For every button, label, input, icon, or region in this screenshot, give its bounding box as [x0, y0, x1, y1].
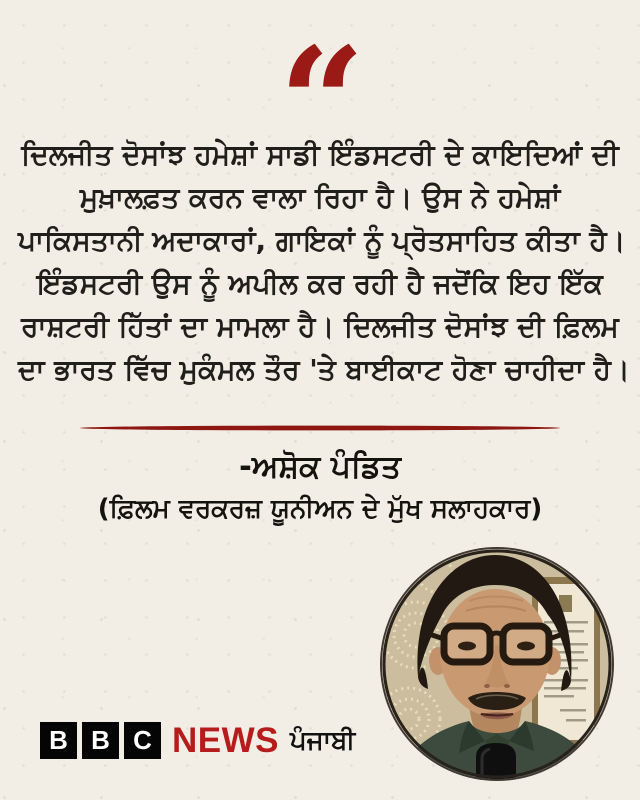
- speaker-photo: [382, 549, 612, 779]
- quote-open-icon: “: [278, 15, 362, 191]
- bbc-blocks: [40, 722, 161, 759]
- quote-line: ਦਿਲਜੀਤ ਦੋਸਾਂਝ ਹਮੇਸ਼ਾਂ ਸਾਡੀ ਇੰਡਸਟਰੀ ਦੇ ਕਾਇਦਿਆਂ ਦੀ: [21, 138, 619, 171]
- bbc-news-logo: [40, 720, 355, 760]
- quote-line: ਰਾਸ਼ਟਰੀ ਹਿੱਤਾਂ ਦਾ ਮਾਮਲਾ ਹੈ। ਦਿਲਜੀਤ ਦੋਸਾਂਝ ਦੀ ਫ਼ਿਲਮ: [21, 310, 619, 343]
- separator-rule: [80, 417, 560, 425]
- news-wordmark: NEWS: [172, 720, 279, 760]
- portrait-illustration: [382, 549, 612, 779]
- bbc-letter-block: C: [124, 722, 161, 759]
- language-label: ਪੰਜਾਬੀ: [290, 726, 356, 756]
- quote-text-block: [18, 133, 630, 391]
- quote-line: ਇੰਡਸਟਰੀ ਉਸ ਨੂੰ ਅਪੀਲ ਕਰ ਰਹੀ ਹੈ ਜਦੋਂਕਿ ਇਹ ਇੱਕ: [37, 267, 603, 300]
- quote-line: ਪਾਕਿਸਤਾਨੀ ਅਦਾਕਾਰਾਂ, ਗਾਇਕਾਂ ਨੂੰ ਪ੍ਰੋਤਸਾਹਿਤ ਕੀਤਾ ਹੈ।: [18, 224, 626, 257]
- attribution-role: (ਫ਼ਿਲਮ ਵਰਕਰਜ਼ ਯੂਨੀਅਨ ਦੇ ਮੁੱਖ ਸਲਾਹਕਾਰ): [97, 494, 543, 524]
- bbc-letter-block: B: [40, 722, 77, 759]
- quote-line: ਦਾ ਭਾਰਤ ਵਿੱਚ ਮੁਕੰਮਲ ਤੌਰ 'ਤੇ ਬਾਈਕਾਟ ਹੋਣਾ ਚਾਹੀਦਾ ਹੈ।: [18, 353, 630, 386]
- quote-line: ਮੁਖ਼ਾਲਫ਼ਤ ਕਰਨ ਵਾਲਾ ਰਿਹਾ ਹੈ। ਉਸ ਨੇ ਹਮੇਸ਼ਾਂ: [79, 181, 561, 214]
- attribution-name: -ਅਸ਼ੋਕ ਪੰਡਿਤ: [238, 449, 402, 485]
- bbc-letter-block: B: [82, 722, 119, 759]
